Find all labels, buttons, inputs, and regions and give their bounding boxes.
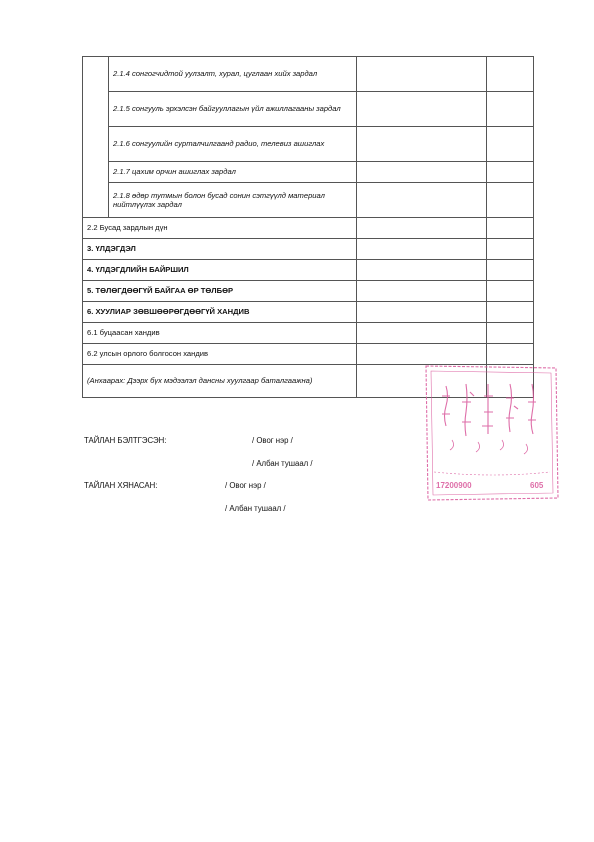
- table-row: [83, 92, 534, 127]
- value-cell: [357, 239, 487, 260]
- value-cell: [487, 183, 534, 218]
- submitted-name-label: / Овог нэр /: [252, 436, 293, 445]
- value-cell: [357, 183, 487, 218]
- table-row: [83, 127, 534, 162]
- stamp-suffix: 605: [530, 481, 544, 490]
- row-label: 6. ХУУЛИАР ЗӨВШӨӨРӨГДӨӨГҮЙ ХАНДИВ: [83, 302, 357, 323]
- official-seal-stamp: [422, 362, 560, 504]
- value-cell: [357, 218, 487, 239]
- value-cell: [487, 57, 534, 92]
- value-cell: [357, 92, 487, 127]
- checked-label: ТАЙЛАН ХЯНАСАН:: [84, 481, 158, 490]
- row-label: 5. ТӨЛӨГДӨӨГҮЙ БАЙГАА ӨР ТӨЛБӨР: [83, 281, 357, 302]
- submitted-position-label: / Албан тушаал /: [252, 459, 313, 468]
- row-label: 2.1.6 сонгуулийн сурталчилгаанд радио, телевиз ашиглах: [109, 127, 357, 162]
- table-row: [83, 162, 534, 183]
- value-cell: [357, 281, 487, 302]
- value-cell: [357, 302, 487, 323]
- value-cell: [487, 260, 534, 281]
- submitted-label: ТАЙЛАН БЭЛТГЭСЭН:: [84, 436, 167, 445]
- row-label: 2.1.4 сонгогчидтой уулзалт, хурал, цуглаан хийх зардал: [109, 57, 357, 92]
- value-cell: [487, 302, 534, 323]
- row-label: 2.1.5 сонгууль эрхэлсэн байгууллагын үйл ажиллагааны зардал: [109, 92, 357, 127]
- value-cell: [357, 57, 487, 92]
- table-row: [83, 57, 534, 92]
- indent-cell: [83, 57, 109, 218]
- note-text: (Анхаарах: Дээрх бүх мэдээлэл дансны хуулгаар баталгаажна): [83, 365, 357, 398]
- value-cell: [357, 127, 487, 162]
- report-table: [82, 56, 534, 398]
- row-label: 4. ҮЛДЭГДЛИЙН БАЙРШИЛ: [83, 260, 357, 281]
- row-label: 6.2 улсын орлого болгосон хандив: [83, 344, 357, 365]
- value-cell: [487, 218, 534, 239]
- table-row: [83, 239, 534, 260]
- table-row: [83, 323, 534, 344]
- stamp-number: 17200900: [436, 481, 472, 490]
- row-label: 6.1 буцаасан хандив: [83, 323, 357, 344]
- value-cell: [487, 281, 534, 302]
- value-cell: [487, 127, 534, 162]
- row-label: 2.1.8 өдөр тутмын болон бусад сонин сэтгүүлд материал нийтлүүлэх зардал: [109, 183, 357, 218]
- value-cell: [487, 239, 534, 260]
- table-row: [83, 183, 534, 218]
- value-cell: [487, 92, 534, 127]
- checked-position-label: / Албан тушаал /: [225, 504, 286, 513]
- value-cell: [357, 323, 487, 344]
- table-row: [83, 302, 534, 323]
- row-label: 2.1.7 цахим орчин ашиглах зардал: [109, 162, 357, 183]
- report-table-body: [83, 57, 534, 398]
- value-cell: [357, 260, 487, 281]
- table-row: [83, 218, 534, 239]
- checked-name-label: / Овог нэр /: [225, 481, 266, 490]
- value-cell: [357, 162, 487, 183]
- value-cell: [487, 162, 534, 183]
- value-cell: [487, 323, 534, 344]
- row-label: 2.2 Бусад зардлын дүн: [83, 218, 357, 239]
- table-row: [83, 260, 534, 281]
- table-row: [83, 281, 534, 302]
- row-label: 3. ҮЛДЭГДЭЛ: [83, 239, 357, 260]
